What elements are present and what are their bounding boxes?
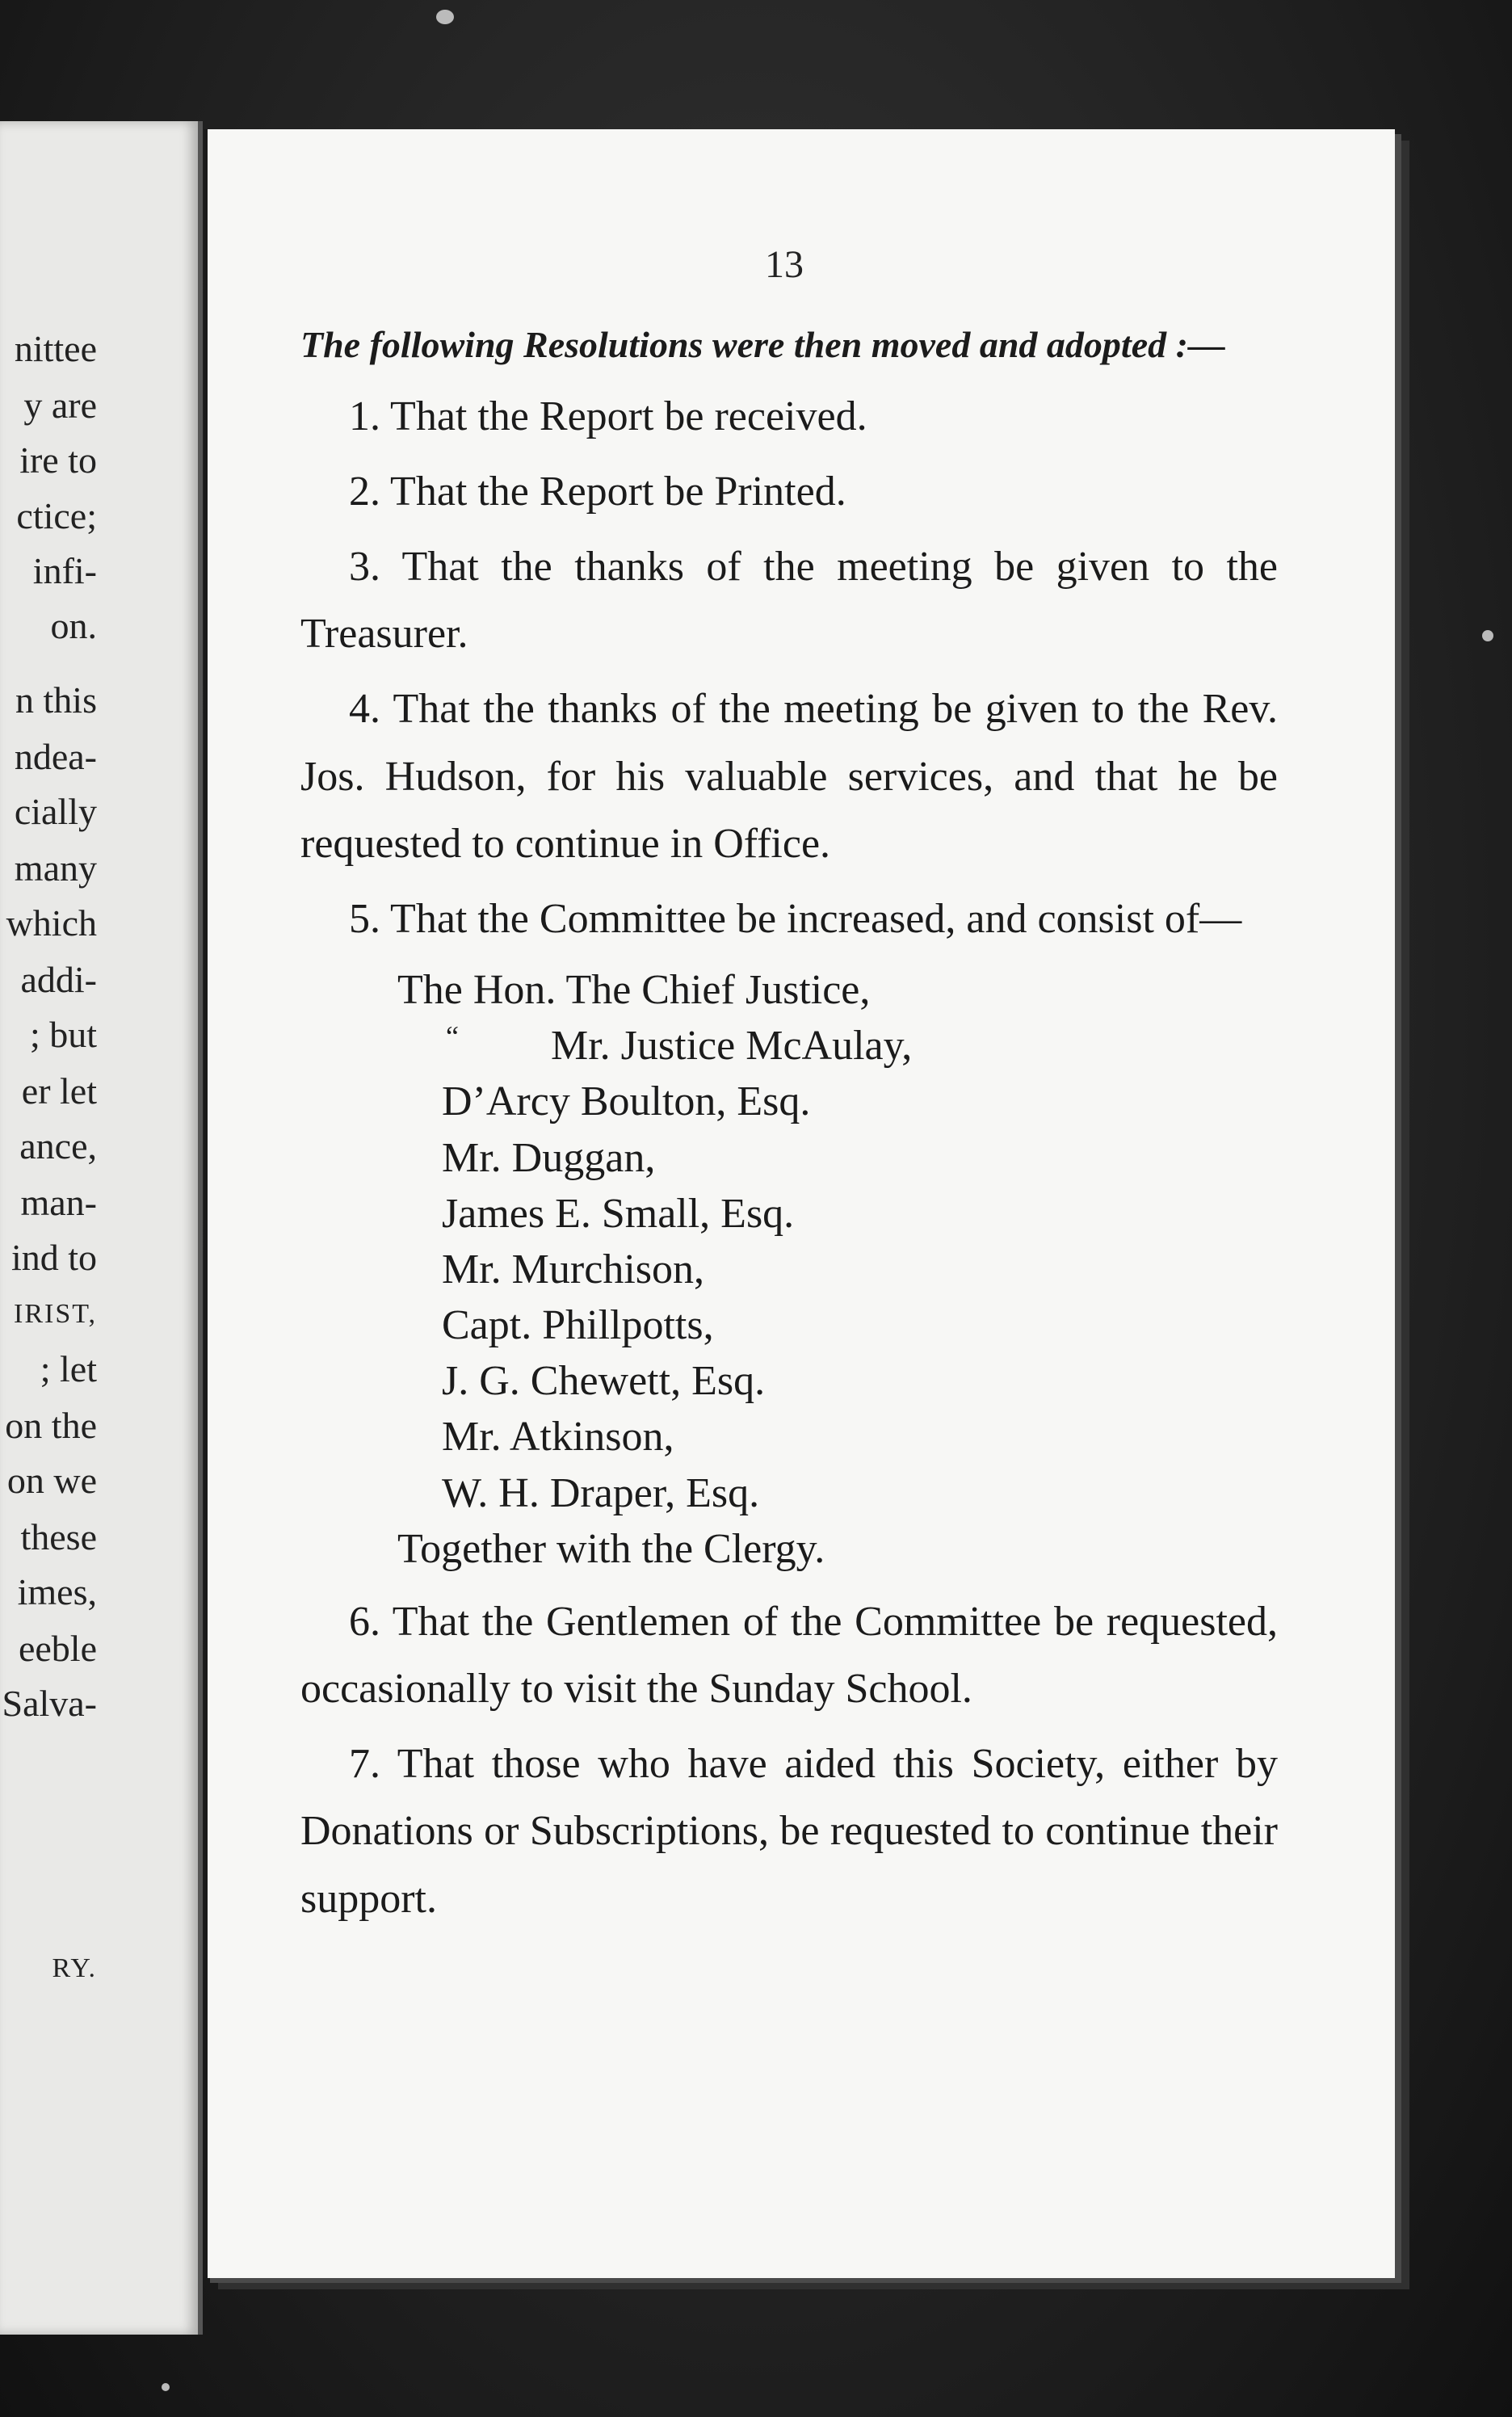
left-page-line: ance, [19,1125,97,1166]
scan-speck [436,10,454,24]
committee-member: James E. Small, Esq. [442,1190,795,1237]
left-page-line: imes, [17,1571,97,1612]
left-page-line: on we [6,1460,97,1501]
left-page-line: nittee [14,328,97,369]
left-page-line: ; but [29,1014,97,1055]
left-page-line: ; let [40,1348,97,1389]
left-page-line: ind to [10,1237,97,1278]
committee-members-list [300,962,1278,1577]
page-body [300,315,1278,1940]
committee-member: The Hon. The Chief Justice, [397,967,871,1014]
committee-member: Mr. Murchison, [442,1246,704,1293]
resolution-7: 7. That those who have aided this Society, either by Donations or Subscriptions, be requested to continue their support. [300,1741,1278,1922]
resolution-1: 1. That the Report be received. [349,393,867,439]
left-page-line: ire to [19,439,97,481]
committee-member: Mr. Atkinson, [442,1414,674,1461]
ditto-mark: “ [446,1020,459,1053]
resolution-5: 5. That the Committee be increased, and consist of— [349,895,1242,942]
committee-member: J. G. Chewett, Esq. [442,1358,766,1405]
left-page-line: Salva- [2,1683,97,1724]
resolution-3: 3. That the thanks of the meeting be given to the Treasurer. [300,543,1278,658]
left-page-line: ndea- [14,736,97,777]
left-page-line: RY. [52,1953,97,1983]
resolutions-intro: The following Resolutions were then moved and adopted :— [300,324,1225,365]
committee-member: W. H. Draper, Esq. [442,1469,760,1516]
left-page-line: ctice; [16,495,97,536]
left-page-line: er let [21,1070,97,1112]
left-page-line: eeble [18,1628,97,1669]
left-page-line: IRIST, [14,1299,97,1329]
committee-member: Capt. Phillpotts, [442,1302,714,1349]
left-page-line: which [6,902,97,944]
page-number: 13 [765,243,804,286]
resolution-4: 4. That the thanks of the meeting be given to the Rev. Jos. Hudson, for his valuable services, and that he be requested to continue in Office. [300,686,1278,867]
committee-member [300,1018,1278,1074]
previous-page-fragment [0,121,203,2335]
committee-member: Mr. Duggan, [442,1134,656,1181]
left-page-line: cially [14,791,97,832]
left-page-line: many [14,847,97,889]
document-page [204,129,1395,2278]
left-page-line: on. [50,605,97,646]
left-page-line: man- [20,1182,97,1223]
scan-speck [1482,630,1493,641]
resolution-6: 6. That the Gentlemen of the Committee be requested, occasionally to visit the Sunday School. [300,1598,1278,1712]
left-page-line: infi- [32,550,97,591]
scan-speck [162,2383,170,2391]
committee-together-line: Together with the Clergy. [397,1525,825,1572]
left-page-line: these [20,1516,97,1557]
left-page-line: y are [23,385,97,426]
left-page-line: on the [5,1405,97,1446]
left-page-line: n this [15,679,97,721]
committee-member-name: Mr. Justice McAulay, [551,1023,913,1070]
resolution-2: 2. That the Report be Printed. [349,468,846,515]
committee-member: D’Arcy Boulton, Esq. [442,1078,811,1125]
left-page-line: addi- [20,959,97,1000]
